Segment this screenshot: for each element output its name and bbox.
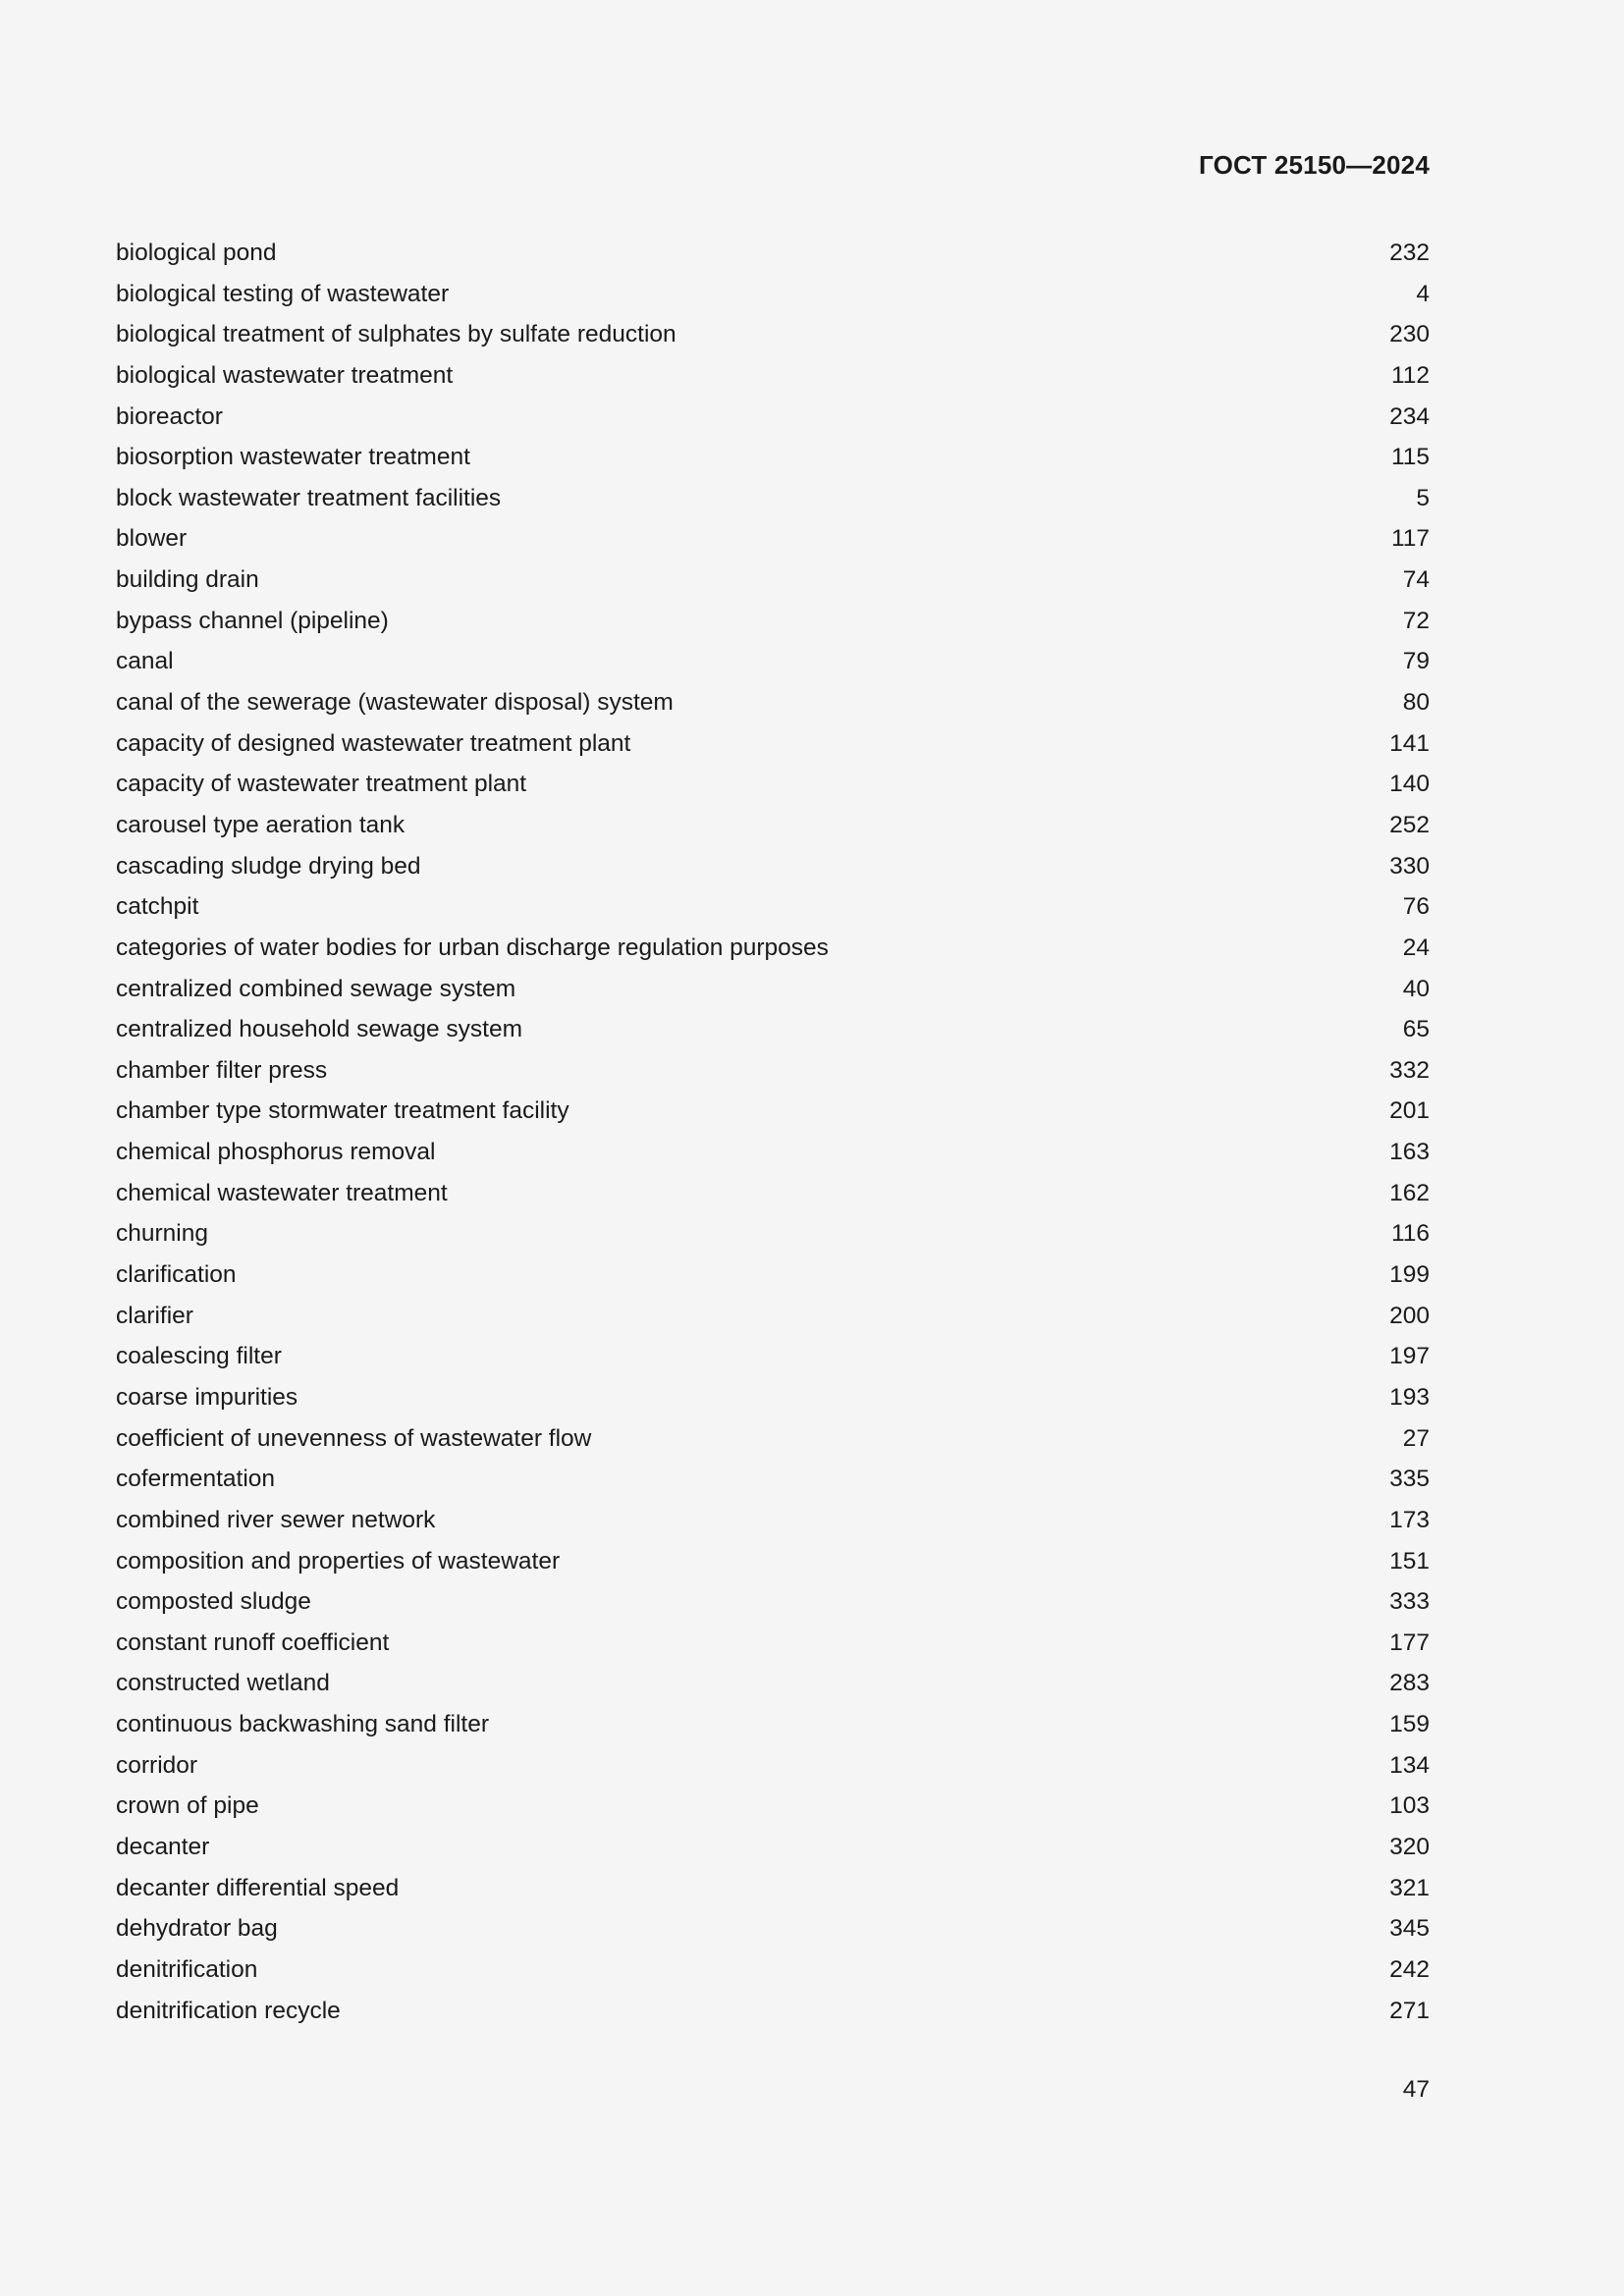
- index-term: blower: [116, 525, 188, 553]
- index-entry: [116, 1868, 1430, 1909]
- index-term: capacity of wastewater treatment plant: [116, 771, 527, 798]
- index-entry: [116, 886, 1430, 928]
- index-term-number: 5: [1416, 484, 1430, 511]
- index-term-number: 141: [1389, 729, 1430, 757]
- index-entry: [116, 1091, 1430, 1132]
- index-entry: [116, 1663, 1430, 1704]
- index-term: block wastewater treatment facilities: [116, 484, 502, 511]
- index-term: building drain: [116, 566, 259, 594]
- index-entry: [116, 437, 1430, 478]
- index-term-number: 103: [1389, 1792, 1430, 1820]
- index-entry: [116, 1827, 1430, 1868]
- index-term: cascading sludge drying bed: [116, 852, 421, 880]
- index-entry: [116, 355, 1430, 397]
- index-term: cofermentation: [116, 1466, 276, 1493]
- index-term-number: 321: [1389, 1874, 1430, 1901]
- index-term-number: 173: [1389, 1506, 1430, 1533]
- index-entry: [116, 1377, 1430, 1418]
- index-term: coefficient of unevenness of wastewater flow: [116, 1424, 592, 1452]
- index-term-number: 234: [1389, 402, 1430, 430]
- index-entry: [116, 1623, 1430, 1664]
- index-term: constructed wetland: [116, 1670, 330, 1697]
- index-entry: [116, 1786, 1430, 1827]
- index-term: bioreactor: [116, 402, 223, 430]
- index-entry: [116, 969, 1430, 1010]
- index-term-number: 117: [1390, 525, 1430, 553]
- index-term-number: 197: [1389, 1343, 1430, 1370]
- index-term: coalescing filter: [116, 1343, 282, 1370]
- index-term-number: 330: [1389, 852, 1430, 880]
- index-term-number: 76: [1402, 893, 1430, 921]
- index-entry: [116, 397, 1430, 438]
- index-term: biological testing of wastewater: [116, 280, 450, 307]
- index-term-number: 134: [1389, 1751, 1430, 1779]
- index-entry: [116, 1541, 1430, 1582]
- index-term-number: 199: [1389, 1261, 1430, 1289]
- index-term-number: 116: [1390, 1220, 1430, 1248]
- index-term: canal: [116, 648, 174, 675]
- index-term-number: 112: [1390, 361, 1430, 389]
- index-entry: [116, 928, 1430, 969]
- index-term-number: 177: [1389, 1629, 1430, 1656]
- index-entry: [116, 1459, 1430, 1500]
- index-term: capacity of designed wastewater treatment plant: [116, 729, 631, 757]
- index-entry: [116, 1418, 1430, 1460]
- index-entry: [116, 1949, 1430, 1991]
- index-entry: [116, 682, 1430, 723]
- index-entry: [116, 274, 1430, 315]
- index-term-number: 193: [1389, 1383, 1430, 1411]
- index-term: biological treatment of sulphates by sulfate reduction: [116, 321, 677, 348]
- index-term-number: 40: [1402, 975, 1430, 1002]
- index-entry: [116, 1336, 1430, 1377]
- index-entry: [116, 1500, 1430, 1541]
- index-term: combined river sewer network: [116, 1506, 436, 1533]
- index-entry: [116, 641, 1430, 682]
- index-entry: [116, 314, 1430, 355]
- index-term-number: 335: [1389, 1466, 1430, 1493]
- index-entry: [116, 560, 1430, 601]
- index-entry: [116, 1173, 1430, 1214]
- index-term: constant runoff coefficient: [116, 1629, 390, 1656]
- index-term-number: 65: [1402, 1016, 1430, 1043]
- index-term: chamber type stormwater treatment facility: [116, 1097, 569, 1125]
- index-term: churning: [116, 1220, 208, 1248]
- index-term: composted sludge: [116, 1588, 311, 1616]
- index-entry: [116, 518, 1430, 560]
- index-entry: [116, 805, 1430, 846]
- index-term: clarification: [116, 1261, 237, 1289]
- index-term-number: 115: [1390, 444, 1430, 471]
- index-term-number: 230: [1389, 321, 1430, 348]
- index-entry: [116, 1745, 1430, 1787]
- page-number: 47: [1402, 2076, 1430, 2103]
- index-term: chamber filter press: [116, 1056, 328, 1084]
- index-term: carousel type aeration tank: [116, 811, 406, 838]
- index-term: canal of the sewerage (wastewater disposal) system: [116, 689, 674, 717]
- index-entry: [116, 1908, 1430, 1949]
- index-term: bypass channel (pipeline): [116, 607, 389, 634]
- index-term-number: 4: [1416, 280, 1430, 307]
- index-term: chemical phosphorus removal: [116, 1139, 436, 1166]
- index-term-number: 140: [1389, 771, 1430, 798]
- index-term-number: 80: [1402, 689, 1430, 717]
- index-term-number: 200: [1389, 1302, 1430, 1329]
- index-term: coarse impurities: [116, 1383, 298, 1411]
- index-entry: [116, 1050, 1430, 1092]
- index-term: composition and properties of wastewater: [116, 1547, 561, 1575]
- index-term-number: 79: [1402, 648, 1430, 675]
- index-term-number: 242: [1389, 1955, 1430, 1983]
- index-term-number: 332: [1389, 1056, 1430, 1084]
- index-term: biological pond: [116, 240, 277, 266]
- index-term: biological wastewater treatment: [116, 361, 454, 389]
- index-term: categories of water bodies for urban discharge regulation purposes: [116, 934, 829, 961]
- index-term-number: 232: [1389, 240, 1430, 266]
- index-term-number: 333: [1389, 1588, 1430, 1616]
- index-entry: [116, 1213, 1430, 1255]
- index-term-number: 151: [1389, 1547, 1430, 1575]
- index-term: denitrification: [116, 1955, 258, 1983]
- index-entry: [116, 1991, 1430, 2032]
- index-entry: [116, 233, 1430, 274]
- index-entry: [116, 1296, 1430, 1337]
- index-entry: [116, 1255, 1430, 1296]
- index-entry: [116, 723, 1430, 765]
- index-term: biosorption wastewater treatment: [116, 444, 470, 471]
- index-entry: [116, 764, 1430, 805]
- index-term-number: 162: [1389, 1179, 1430, 1206]
- index-term-number: 345: [1389, 1915, 1430, 1943]
- index-term: catchpit: [116, 893, 199, 921]
- term-index-list: [116, 233, 1430, 2031]
- index-term: clarifier: [116, 1302, 193, 1329]
- index-entry: [116, 601, 1430, 642]
- index-term-number: 74: [1402, 566, 1430, 594]
- index-term: centralized household sewage system: [116, 1016, 523, 1043]
- index-term-number: 252: [1389, 811, 1430, 838]
- index-term-number: 24: [1402, 934, 1430, 961]
- index-term: decanter differential speed: [116, 1874, 400, 1901]
- index-entry: [116, 1009, 1430, 1050]
- index-entry: [116, 846, 1430, 887]
- index-entry: [116, 478, 1430, 519]
- index-term-number: 163: [1389, 1139, 1430, 1166]
- index-term-number: 72: [1402, 607, 1430, 634]
- index-term-number: 283: [1389, 1670, 1430, 1697]
- index-term: denitrification recycle: [116, 1997, 341, 2024]
- index-term-number: 159: [1389, 1711, 1430, 1738]
- index-entry: [116, 1581, 1430, 1623]
- index-term-number: 201: [1389, 1097, 1430, 1125]
- index-entry: [116, 1132, 1430, 1173]
- index-term-number: 27: [1402, 1424, 1430, 1452]
- index-term: crown of pipe: [116, 1792, 259, 1820]
- index-term: centralized combined sewage system: [116, 975, 516, 1002]
- index-entry: [116, 1704, 1430, 1745]
- index-term: dehydrator bag: [116, 1915, 278, 1943]
- index-term: chemical wastewater treatment: [116, 1179, 448, 1206]
- index-term-number: 320: [1389, 1833, 1430, 1860]
- index-term: corridor: [116, 1751, 198, 1779]
- index-term: decanter: [116, 1833, 210, 1860]
- standard-header: ГОСТ 25150—2024: [1199, 150, 1430, 180]
- index-term-number: 271: [1389, 1997, 1430, 2024]
- index-term: continuous backwashing sand filter: [116, 1711, 489, 1738]
